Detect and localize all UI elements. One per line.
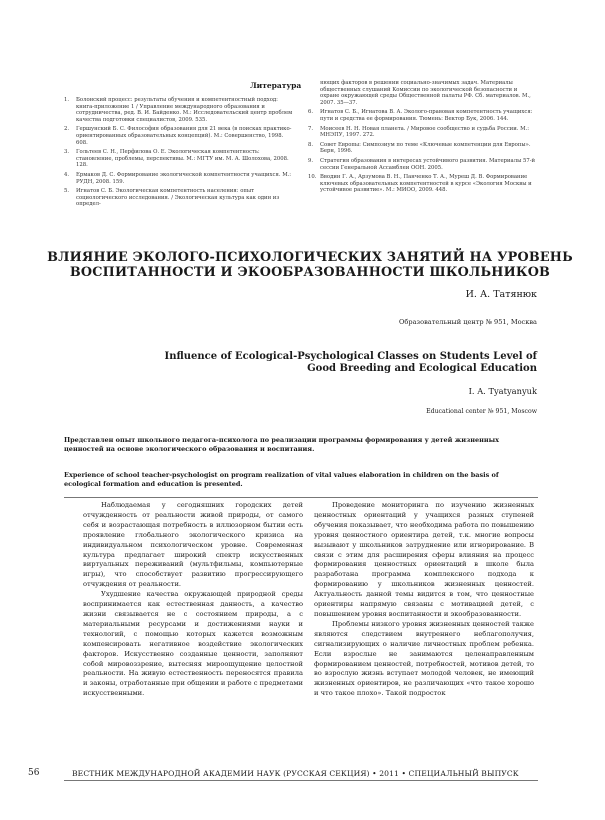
body-column-right	[314, 501, 534, 699]
reference-item: 10. Вводин Г. А., Арзумова В. Н., Панченко Т. А., Муреш Д. В. Формирование ключевых образовательных компетентностей в курсе «Экология Москвы и устойчивое развитие». М.: МИОО, 2009. 448.	[308, 174, 532, 194]
references-left	[64, 97, 296, 211]
reference-item: 6. Игнатов С. Б., Игнатова В. А. Эколого-правовая компетентность учащихся: пути и средства ее формирования. Тюмень: Вектор Бук, 2006. 144.	[308, 109, 533, 122]
reference-item: 5. Игнатов С. Б. Экологическая компетентность населения: опыт социологического исследования. / Экологическая культура как один из определ-	[64, 188, 280, 208]
footer-divider	[64, 780, 538, 781]
abstract-en: Experience of school teacher-psychologist on program realization of vital values elaboration in children on the basis of ecological formation and education is presented.	[64, 471, 499, 488]
references-right	[308, 80, 538, 197]
reference-item: 1. Болонский процесс: результаты обучения и компетентностный подход: книга-приложение 1 / Управление международного образования и сотрудничества, ред. В. И. Байденко. М.: Исследовательский центр проблем качества подготовки специалистов, 2009. 535.	[64, 97, 293, 123]
body-column-left	[83, 501, 303, 699]
abstract-divider	[64, 497, 538, 498]
paragraph: Проблемы низкого уровня жизненных ценностей также являются следствием внутреннего неблагополучия, сигнализирующих о наличие личностных проблем ребенка. Если взрослые не занимаются целенаправленным формированием ценностей, потребностей, мотивов детей, то во взрослую жизнь вступает молодой человек, не имеющий жизненных ориентиров, не различающих «что такое хорошо и что такое плохо». Такой подросток	[314, 619, 534, 698]
organization-ru: Образовательный центр № 951, Москва	[399, 318, 537, 326]
reference-item: 4. Ермаков Д. С. Формирование экологической компетентности учащихся. М.: РУДН, 2008. 159.	[64, 171, 292, 185]
paragraph: Ухудшение качества окружающей природной среды воспринимается как естественная данность, а качество жизни связывается не с состоянием природы, а с материальными ресурсами и достижениями науки и технологий, с помощью которых кажется возможным компенсировать негативное воздействие экологических факторов. Искусственно созданные ценности, заполняют собой мировоззрение, вытесняя мироощущение целостной реальности. На живую естественность переносятся правила и законы, отработанные при общении и работе с предметами искусственными.	[83, 590, 303, 698]
article-title-en: Influence of Ecological-Psychological Classes on Students Level of Good Breeding and Ecological Education	[164, 351, 537, 374]
author-ru: И. А. Татянюк	[465, 289, 537, 300]
paragraph: Проведение мониторинга по изучению жизненных ценностных ориентаций у учащихся разных ступеней обучения показывает, что необходима работа по повышению уровня ценностного ориентира детей, т.к. многие вопросы вызывают у школьников затруднение или игнорирование. В связи с этим для расширения сферы влияния на процесс формирования ценностных ориентаций в школе была разработана программа комплексного подхода к формированию у школьников жизненных ценностей. Актуальность данной темы видится в том, что ценностные ориентиры напрямую связаны с мотивацией детей, с повышением уровня воспитанности и экообразованности.	[314, 501, 534, 618]
reference-continuation: яющих факторов в решении социально-значимых задач. Материалы общественных слушаний Комиссии по экологической безопасности и охране окружающей среды Общественной палаты РФ. Сб. материалов. М., 2007. 35—37.	[320, 80, 531, 106]
reference-item: 8. Совет Европы: Симпозиум по теме «Ключевые компетенции для Европы». Берн, 1996.	[308, 141, 531, 155]
reference-item: 2. Гершунский Б. С. Философия образования для 21 века (в поисках практико-ориентированных образовательных концепций). М.: Совершенство, 1998. 608.	[64, 126, 292, 146]
reference-item: 3. Гольтеев С. Н., Перфилова О. Е. Экологическая компетентность: становление, проблемы, перспективы. М.: МГТУ им. М. А. Шолохова, 2008. 128.	[64, 149, 289, 169]
reference-item: 9. Стратегия образования в интересах устойчивого развития. Материалы 57-й сессии Генеральной Ассамблеи ООН. 2005.	[308, 157, 536, 171]
author-en: I. A. Tyatyanyuk	[468, 386, 537, 396]
paragraph: Наблюдаемая у сегодняшних городских детей отчужденность от реальности живой природы, от самого себя и возрастающая потребность в иллюзорном бытии есть проявление глобального экологического кризиса на индивидуальном психологическом уровне. Современная культура предлагает широкий спектр искусственных виртуальных переживаний (мультфильмы, компьютерные игры), что способствует развитию прогрессирующего отчуждения от реальности.	[83, 501, 303, 589]
article-title-ru: ВЛИЯНИЕ ЭКОЛОГО-ПСИХОЛОГИЧЕСКИХ ЗАНЯТИЙ НА УРОВЕНЬ ВОСПИТАННОСТИ И ЭКООБРАЗОВАННОСТИ ШКОЛЬНИКОВ	[47, 250, 573, 280]
reference-item: 7. Моисеев Н. Н. Новая планета. / Мировое сообщество и судьба России. М.: МНЭПУ, 1997. 272.	[308, 125, 529, 139]
page-number: 56	[28, 768, 40, 778]
journal-footer: ВЕСТНИК МЕЖДУНАРОДНОЙ АКАДЕМИИ НАУК (РУССКАЯ СЕКЦИЯ) • 2011 • СПЕЦИАЛЬНЫЙ ВЫПУСК	[72, 769, 519, 778]
organization-en: Educational center № 951, Moscow	[426, 408, 537, 415]
abstract-ru: Представлен опыт школьного педагога-психолога по реализации программы формирования у детей жизненных ценностей на основе экологического образования и воспитания.	[64, 436, 500, 453]
references-heading: Литература	[250, 81, 302, 90]
